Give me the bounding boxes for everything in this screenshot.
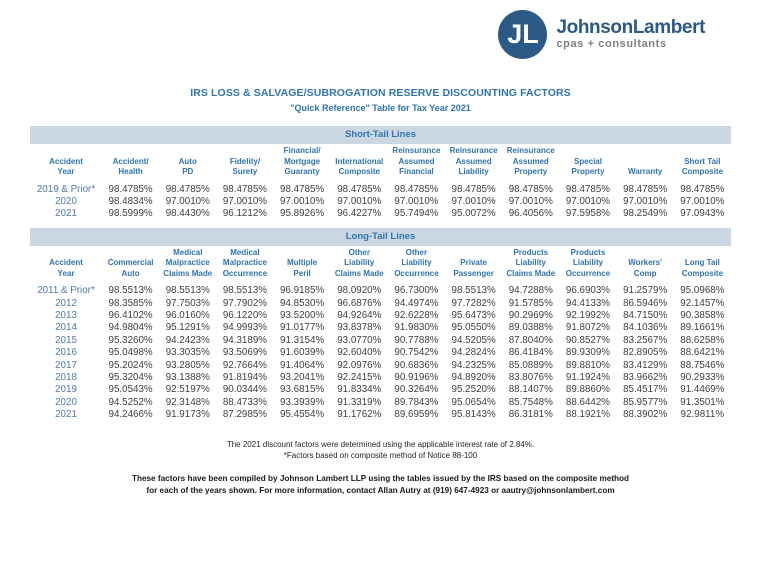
factor-cell: 95.2520% — [451, 384, 496, 396]
factor-cell: 82.8905% — [623, 347, 668, 359]
header-row — [30, 144, 731, 184]
column-header: International Composite — [335, 156, 384, 176]
factor-cell: 91.8072% — [565, 322, 611, 334]
factor-cell: 96.9185% — [280, 285, 325, 297]
logo-tagline: cpas + consultants — [556, 37, 667, 50]
factor-cell: 98.4785% — [280, 183, 325, 195]
factor-cell: 95.7494% — [394, 208, 439, 220]
factor-cell: 95.0968% — [680, 285, 725, 297]
factor-cell: 98.4785% — [508, 183, 553, 195]
factor-cell: 92.1457% — [680, 297, 725, 309]
factor-cell: 97.0010% — [508, 195, 553, 207]
factor-cell: 91.4064% — [280, 359, 325, 371]
factor-cell: 98.4785% — [394, 183, 439, 195]
column-header: Products Liability Claims Made — [506, 247, 556, 278]
factor-cell: 95.0498% — [108, 347, 153, 359]
factor-cell: 97.0010% — [280, 195, 325, 207]
factor-cell: 95.8143% — [451, 409, 496, 421]
table-row — [30, 360, 731, 372]
factor-cell: 90.6836% — [394, 359, 439, 371]
factor-cell: 97.7902% — [222, 297, 267, 309]
svg-text:JL: JL — [507, 18, 540, 49]
factor-cell: 92.5197% — [165, 384, 210, 396]
factor-cell: 91.4469% — [680, 384, 725, 396]
factor-cell: 87.8040% — [508, 334, 553, 346]
factor-cell: 94.5252% — [108, 396, 153, 408]
column-header: Financial/ Mortgage Guaranty — [283, 146, 321, 176]
factor-cell: 93.8378% — [337, 322, 382, 334]
factor-cell: 89.0388% — [508, 322, 553, 334]
factor-cell: 95.4554% — [280, 409, 325, 421]
accident-year-cell: 2015 — [55, 334, 77, 346]
factor-cell: 96.4227% — [337, 208, 382, 220]
factor-cell: 98.4785% — [623, 183, 668, 195]
brand-header — [30, 8, 731, 60]
factor-cell: 95.0550% — [451, 322, 496, 334]
accident-year-cell: 2021 — [55, 409, 77, 421]
table-row — [30, 397, 731, 409]
factor-cell: 97.0010% — [451, 195, 496, 207]
factor-cell: 97.0010% — [394, 195, 439, 207]
factor-cell: 96.4102% — [108, 310, 153, 322]
factor-cell: 98.5513% — [451, 285, 496, 297]
factor-cell: 94.7288% — [508, 285, 553, 297]
johnson-lambert-logo — [498, 8, 705, 60]
factor-cell: 94.2824% — [451, 347, 496, 359]
factor-cell: 90.2969% — [508, 310, 553, 322]
factor-cell: 88.6258% — [680, 334, 725, 346]
long-tail-section-header: Long-Tail Lines — [30, 228, 731, 246]
factor-cell: 89.6959% — [394, 409, 439, 421]
factor-cell: 96.0160% — [165, 310, 210, 322]
column-header: Reinsurance Assumed Property — [506, 146, 555, 176]
factor-cell: 98.4785% — [337, 183, 382, 195]
factor-cell: 88.1921% — [565, 409, 611, 421]
factor-cell: 94.2423% — [165, 334, 210, 346]
factor-cell: 98.4785% — [680, 183, 725, 195]
factor-cell: 93.3035% — [165, 347, 210, 359]
table-row — [30, 285, 731, 297]
column-header: Multiple Peril — [286, 258, 318, 278]
factor-cell: 98.3585% — [108, 297, 153, 309]
factor-cell: 90.7788% — [394, 334, 439, 346]
factor-cell: 92.7664% — [222, 359, 267, 371]
short-tail-table — [30, 144, 731, 221]
factor-cell: 91.9830% — [394, 322, 439, 334]
short-tail-section-header: Short-Tail Lines — [30, 126, 731, 144]
factor-cell: 93.5200% — [280, 310, 325, 322]
accident-year-cell: 2016 — [55, 347, 77, 359]
factor-cell: 94.3189% — [222, 334, 267, 346]
factor-cell: 95.8926% — [280, 208, 325, 220]
factor-cell: 98.5513% — [108, 285, 153, 297]
factor-cell: 91.3154% — [280, 334, 325, 346]
header-row — [30, 246, 731, 286]
factor-cell: 95.3204% — [108, 372, 153, 384]
factor-cell: 91.8334% — [337, 384, 382, 396]
factor-cell: 94.5205% — [451, 334, 496, 346]
factor-cell: 90.8527% — [565, 334, 611, 346]
accident-year-cell: 2018 — [55, 372, 77, 384]
factor-cell: 87.2985% — [222, 409, 267, 421]
factor-cell: 96.1212% — [222, 208, 267, 220]
factor-cell: 97.0010% — [165, 195, 210, 207]
factor-cell: 95.0654% — [451, 396, 496, 408]
factor-cell: 85.4517% — [623, 384, 668, 396]
table-row — [30, 322, 731, 334]
factor-cell: 94.9264% — [337, 310, 382, 322]
long-tail-table — [30, 246, 731, 422]
factor-cell: 83.2567% — [623, 334, 668, 346]
factor-cell: 90.7542% — [394, 347, 439, 359]
factor-cell: 97.5958% — [565, 208, 611, 220]
factor-cell: 94.9804% — [108, 322, 153, 334]
factor-cell: 90.3264% — [394, 384, 439, 396]
footnotes — [30, 439, 731, 462]
factor-cell: 83.9662% — [623, 372, 668, 384]
factor-cell: 86.3181% — [508, 409, 553, 421]
factor-cell: 96.6903% — [565, 285, 611, 297]
factor-cell: 95.2024% — [108, 359, 153, 371]
jl-monogram-icon — [498, 10, 547, 59]
factor-cell: 89.7843% — [394, 396, 439, 408]
column-header: Accident/ Health — [112, 156, 149, 176]
factor-cell: 93.2805% — [165, 359, 210, 371]
composite-method-note: *Factors based on composite method of Notice 88-100 — [283, 451, 478, 461]
factor-cell: 88.4733% — [222, 396, 267, 408]
page-subtitle: "Quick Reference" Table for Tax Year 2021 — [290, 103, 471, 113]
accident-year-cell: 2021 — [55, 208, 77, 220]
factor-cell: 88.6442% — [565, 396, 611, 408]
factor-cell: 88.7546% — [680, 359, 725, 371]
factor-cell: 89.8860% — [565, 384, 611, 396]
factor-cell: 91.5785% — [508, 297, 553, 309]
logo-text — [556, 18, 705, 51]
factor-cell: 91.6039% — [280, 347, 325, 359]
factor-cell: 92.9811% — [680, 409, 725, 421]
table-row — [30, 347, 731, 359]
factor-cell: 91.9173% — [165, 409, 210, 421]
factor-cell: 92.2415% — [337, 372, 382, 384]
factor-cell: 85.7548% — [508, 396, 553, 408]
factor-cell: 86.4184% — [508, 347, 553, 359]
factor-cell: 98.4785% — [165, 183, 210, 195]
accident-year-cell: 2011 & Prior* — [37, 285, 95, 297]
factor-cell: 84.1036% — [623, 322, 668, 334]
column-header: Private Passenger — [453, 258, 494, 278]
factor-cell: 98.4785% — [565, 183, 611, 195]
factor-cell: 98.2549% — [623, 208, 668, 220]
column-header: Medical Malpractice Occurrence — [222, 247, 268, 278]
accident-year-cell: 2020 — [55, 195, 77, 207]
column-header: Fidelity/ Surety — [229, 156, 261, 176]
factor-cell: 97.0943% — [680, 208, 725, 220]
factor-cell: 95.0072% — [451, 208, 496, 220]
page-title: IRS LOSS & SALVAGE/SUBROGATION RESERVE DISCOUNTING FACTORS — [190, 87, 571, 99]
column-header: Reinsurance Assumed Financial — [392, 146, 441, 176]
factor-cell: 98.4785% — [451, 183, 496, 195]
factor-cell: 98.5513% — [165, 285, 210, 297]
column-header: Medical Malpractice Claims Made — [163, 247, 213, 278]
factor-cell: 94.2325% — [451, 359, 496, 371]
factor-cell: 88.3902% — [623, 409, 668, 421]
factor-cell: 85.9577% — [623, 396, 668, 408]
factor-cell: 95.1291% — [165, 322, 210, 334]
column-header: Short Tail Composite — [681, 156, 724, 176]
factor-cell: 92.6040% — [337, 347, 382, 359]
factor-cell: 96.4056% — [508, 208, 553, 220]
factor-cell: 93.2041% — [280, 372, 325, 384]
compiled-by-line2: for each of the years shown. For more information, contact Allan Autry at (919) 647-4923 or aautry@johnsonlambert.com — [146, 485, 615, 495]
compiled-by-line1: These factors have been compiled by Johnson Lambert LLP using the tables issued by the IRS based on the composite method — [131, 473, 630, 483]
factor-cell: 91.1924% — [565, 372, 611, 384]
factor-cell: 94.9993% — [222, 322, 267, 334]
accident-year-cell: 2017 — [55, 359, 77, 371]
factor-cell: 97.7282% — [451, 297, 496, 309]
factor-cell: 95.0543% — [108, 384, 153, 396]
factor-cell: 91.3501% — [680, 396, 725, 408]
factor-cell: 83.4129% — [623, 359, 668, 371]
factor-cell: 97.7503% — [165, 297, 210, 309]
accident-year-cell: 2013 — [55, 310, 77, 322]
factor-cell: 98.4834% — [108, 195, 153, 207]
factor-cell: 86.5946% — [623, 297, 668, 309]
factor-cell: 88.1407% — [508, 384, 553, 396]
factor-cell: 89.8810% — [565, 359, 611, 371]
factor-cell: 94.4974% — [394, 297, 439, 309]
factor-cell: 98.5999% — [108, 208, 153, 220]
factor-cell: 93.5069% — [222, 347, 267, 359]
accident-year-cell: 2019 & Prior* — [36, 183, 96, 195]
factor-cell: 83.8076% — [508, 372, 553, 384]
column-header: Auto PD — [178, 156, 197, 176]
column-header: Other Liability Occurrence — [394, 247, 439, 278]
factor-cell: 96.6876% — [337, 297, 382, 309]
table-row — [30, 184, 731, 196]
compiled-by-note — [30, 473, 731, 497]
factor-cell: 88.6421% — [680, 347, 725, 359]
factor-cell: 92.6228% — [394, 310, 439, 322]
factor-cell: 97.0010% — [623, 195, 668, 207]
factor-cell: 93.0770% — [337, 334, 382, 346]
accident-year-cell: 2020 — [55, 396, 77, 408]
factor-cell: 93.1388% — [165, 372, 210, 384]
factor-cell: 95.3260% — [108, 334, 153, 346]
long-tail-section — [30, 228, 731, 422]
column-header: Workers' Comp — [628, 258, 663, 278]
column-header: Accident Year — [49, 258, 83, 278]
factor-cell: 97.0010% — [222, 195, 267, 207]
column-header: Other Liability Claims Made — [334, 247, 384, 278]
factor-cell: 98.4430% — [165, 208, 210, 220]
table-row — [30, 335, 731, 347]
factor-cell: 95.6473% — [451, 310, 496, 322]
table-row — [30, 298, 731, 310]
accident-year-cell: 2014 — [55, 322, 77, 334]
factor-cell: 98.0920% — [337, 285, 382, 297]
factor-cell: 94.2466% — [108, 409, 153, 421]
factor-cell: 98.4785% — [222, 183, 267, 195]
factor-cell: 94.8530% — [280, 297, 325, 309]
factor-cell: 93.6815% — [280, 384, 325, 396]
factor-cell: 93.3939% — [280, 396, 325, 408]
factor-cell: 91.1762% — [337, 409, 382, 421]
logo-name: JohnsonLambert — [556, 16, 705, 38]
column-header: Warranty — [627, 167, 663, 176]
factor-cell: 98.5513% — [222, 285, 267, 297]
factor-cell: 97.0010% — [680, 195, 725, 207]
table-row — [30, 384, 731, 396]
factor-cell: 98.4785% — [108, 183, 153, 195]
factor-cell: 97.0010% — [337, 195, 382, 207]
factor-cell: 91.3319% — [337, 396, 382, 408]
accident-year-cell: 2012 — [55, 297, 77, 309]
column-header: Products Liability Occurrence — [565, 247, 611, 278]
factor-cell: 92.0976% — [337, 359, 382, 371]
table-row — [30, 372, 731, 384]
column-header: Reinsurance Assumed Liability — [449, 146, 498, 176]
factor-cell: 96.1220% — [222, 310, 267, 322]
factor-cell: 92.3148% — [165, 396, 210, 408]
factor-cell: 91.2579% — [623, 285, 668, 297]
table-row — [30, 409, 731, 421]
table-row — [30, 310, 731, 322]
column-header: Long Tail Composite — [681, 258, 724, 278]
factor-cell: 90.9196% — [394, 372, 439, 384]
factor-cell: 97.0010% — [565, 195, 611, 207]
factor-cell: 92.1992% — [565, 310, 611, 322]
short-tail-section — [30, 126, 731, 221]
factor-cell: 90.2933% — [680, 372, 725, 384]
table-row — [30, 196, 731, 208]
column-header: Special Property — [571, 156, 605, 176]
factor-cell: 90.0344% — [222, 384, 267, 396]
column-header: Commercial Auto — [107, 258, 154, 278]
factor-cell: 96.7300% — [394, 285, 439, 297]
accident-year-cell: 2019 — [55, 384, 77, 396]
factor-cell: 94.8920% — [451, 372, 496, 384]
factor-cell: 85.0889% — [508, 359, 553, 371]
factor-cell: 89.1661% — [680, 322, 725, 334]
factor-cell: 89.9309% — [565, 347, 611, 359]
factor-cell: 94.4133% — [565, 297, 611, 309]
column-header: Accident Year — [49, 156, 83, 176]
factor-cell: 84.7150% — [623, 310, 668, 322]
factor-cell: 91.8194% — [222, 372, 267, 384]
factor-cell: 91.0177% — [280, 322, 325, 334]
interest-rate-note: The 2021 discount factors were determined using the applicable interest rate of 2.84%. — [226, 439, 535, 449]
table-row — [30, 208, 731, 220]
factor-cell: 90.3858% — [680, 310, 725, 322]
